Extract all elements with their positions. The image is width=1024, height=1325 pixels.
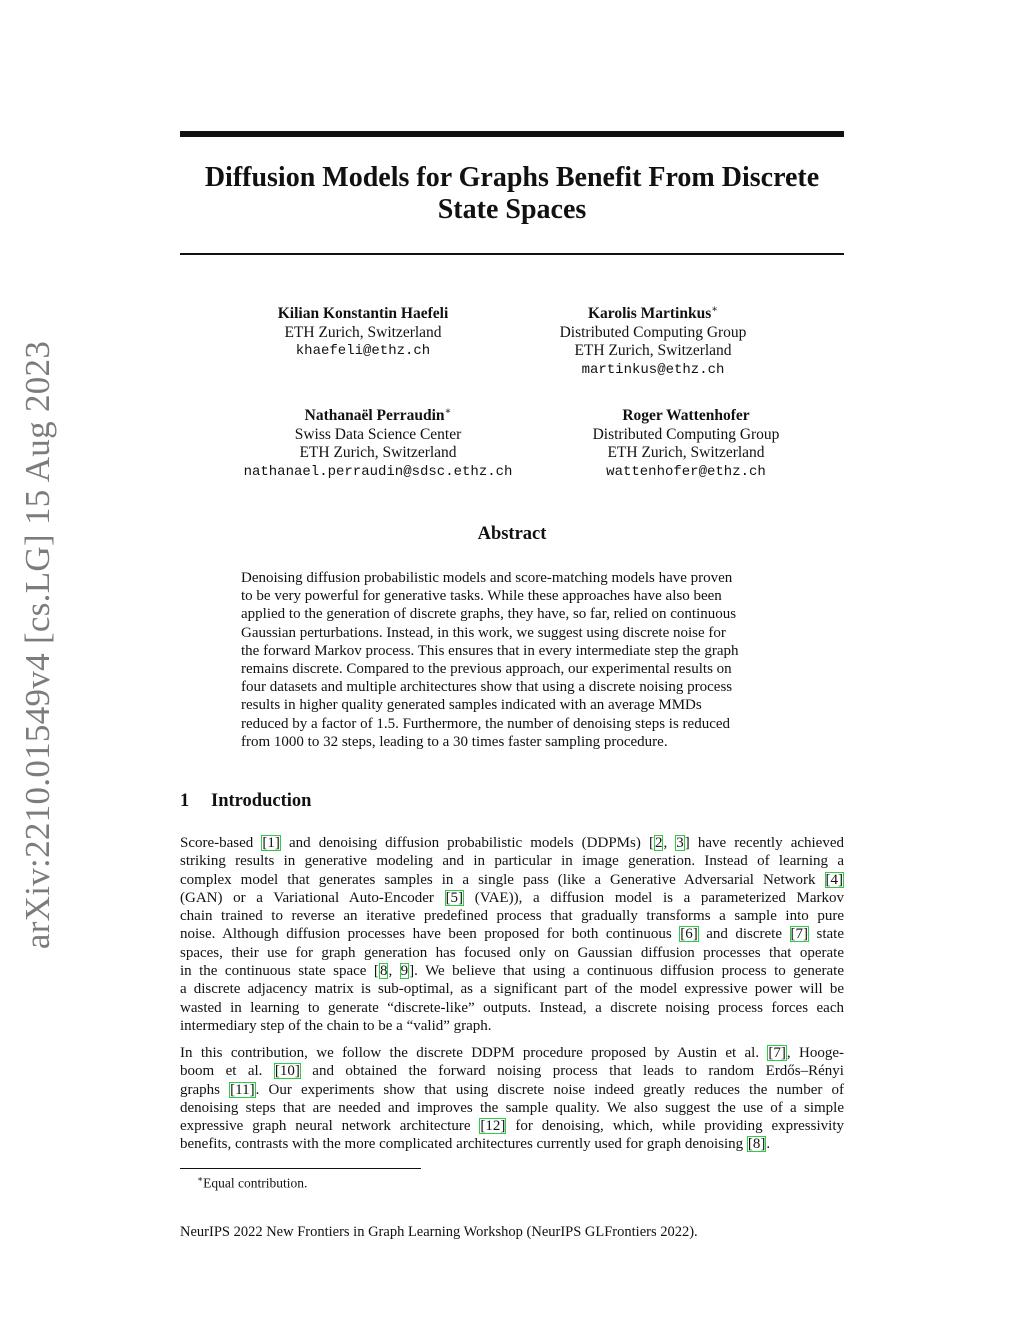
citation-link[interactable]: [7] <box>790 926 808 943</box>
author-name: Kilian Konstantin Haefeli <box>277 305 449 323</box>
paragraph-line: a discrete adjacency matrix is sub-optimal, as a significant part of the model expressive power will be <box>180 981 844 998</box>
author-affiliation: Distributed Computing Group <box>559 323 747 341</box>
author-affiliation: ETH Zurich, Switzerland <box>574 342 732 360</box>
author-affiliation: ETH Zurich, Switzerland <box>607 444 765 462</box>
paragraph-line: denoising steps that are needed and improves the sample quality. We also suggest the use of a simple <box>180 1099 844 1116</box>
citation-link[interactable]: 9 <box>400 963 409 980</box>
paragraph-line: spaces, their use for graph generation has focused only on Gaussian diffusion processes that operate <box>180 944 844 961</box>
abstract-heading: Abstract <box>477 524 547 544</box>
paragraph-line: expressive graph neural network architecture [12] for denoising, which, while providing expressivity <box>180 1118 844 1135</box>
author-affiliation: ETH Zurich, Switzerland <box>284 323 442 341</box>
paragraph-line: noise. Although diffusion processes have been proposed for both continuous [6] and discrete [7] state <box>180 926 844 943</box>
citation-link[interactable]: [7] <box>768 1045 786 1061</box>
author-email[interactable]: nathanael.perraudin@sdsc.ethz.ch <box>243 463 513 480</box>
citation-link[interactable]: [10] <box>274 1063 300 1080</box>
abstract-line: Gaussian perturbations. Instead, in this work, we suggest using discrete noise for <box>241 624 726 641</box>
abstract-line: remains discrete. Compared to the previous approach, our experimental results on <box>241 661 732 678</box>
arxiv-identifier: arXiv:2210.01549v4 [cs.LG] 15 Aug 2023 <box>18 340 57 950</box>
citation-link[interactable]: [12] <box>480 1118 506 1135</box>
citation-link[interactable]: [4] <box>825 871 843 888</box>
abstract-line: from 1000 to 32 steps, leading to a 30 times faster sampling procedure. <box>241 733 668 750</box>
author-block-haefeli <box>248 301 478 361</box>
author-affiliation: Distributed Computing Group <box>592 425 780 443</box>
paragraph-line: In this contribution, we follow the discrete DDPM procedure proposed by Austin et al. [7], Hooge- <box>180 1045 844 1061</box>
citation-link[interactable]: 8 <box>379 963 388 980</box>
citation-link[interactable]: 2 <box>654 835 663 851</box>
author-email[interactable]: khaefeli@ethz.ch <box>295 343 431 360</box>
author-block-perraudin <box>228 403 528 481</box>
citation-link[interactable]: [8] <box>747 1136 766 1153</box>
section-title: Introduction <box>211 791 312 811</box>
author-email[interactable]: wattenhofer@ethz.ch <box>606 463 766 480</box>
intro-paragraph-2 <box>180 1044 844 1154</box>
citation-link[interactable]: [11] <box>230 1081 255 1098</box>
abstract-line: Denoising diffusion probabilistic models and score-matching models have proven <box>241 570 733 586</box>
paragraph-line: graphs [11]. Our experiments show that using discrete noise indeed greatly reduces the number of <box>180 1081 844 1098</box>
footnote <box>197 1174 307 1192</box>
section-number: 1 <box>180 791 190 811</box>
title-top-rule <box>180 131 844 137</box>
abstract-line: reduced by a factor of 1.5. Furthermore, the number of denoising steps is reduced <box>241 715 731 732</box>
paragraph-line: boom et al. [10] and obtained the forward noising process that leads to random Erdős–Rényi <box>180 1063 844 1080</box>
author-name: Nathanaël Perraudin∗ <box>304 406 452 425</box>
abstract-line: applied to the generation of discrete graphs, they have, so far, relied on continuous <box>241 606 737 623</box>
citation-link[interactable]: 3 <box>676 835 684 851</box>
footnote-text: Equal contribution. <box>203 1175 308 1191</box>
abstract-text <box>241 569 784 751</box>
paragraph-line: (GAN) or a Variational Auto-Encoder [5] (VAE)), a diffusion model is a parameterized Markov <box>180 889 844 906</box>
paragraph-line: in the continuous state space [8, 9]. We believe that using a continuous diffusion process to generate <box>180 963 844 980</box>
footnote-mark: ∗ <box>197 1174 204 1184</box>
paper-title <box>180 162 844 226</box>
paragraph-line: Score-based [1] and denoising diffusion probabilistic models (DDPMs) [2, 3] have recently achieved <box>180 835 844 851</box>
citation-link[interactable]: [5] <box>445 889 464 906</box>
author-name: Karolis Martinkus∗ <box>587 304 719 323</box>
section-heading <box>180 791 311 812</box>
paragraph-line: wasted in learning to generate “discrete-like” outputs. Instead, a discrete noising process forces each <box>180 999 844 1016</box>
paragraph-line: benefits, contrasts with the more complicated architectures currently used for graph denoising [8]. <box>180 1136 771 1153</box>
paragraph-line: chain trained to reverse an iterative predefined process that gradually transforms a sample into pure <box>180 908 844 925</box>
venue-note: NeurIPS 2022 New Frontiers in Graph Learning Workshop (NeurIPS GLFrontiers 2022). <box>180 1224 698 1240</box>
author-affiliation: ETH Zurich, Switzerland <box>299 444 457 462</box>
author-email[interactable]: martinkus@ethz.ch <box>581 361 725 378</box>
author-block-martinkus <box>533 301 773 379</box>
footnote-rule <box>180 1168 421 1169</box>
title-line: State Spaces <box>437 194 587 225</box>
title-line: Diffusion Models for Graphs Benefit From Discrete <box>204 162 820 193</box>
abstract-line: the forward Markov process. This ensures that in every intermediate step the graph <box>241 642 739 659</box>
author-name: Roger Wattenhofer <box>622 407 750 425</box>
citation-link[interactable]: [1] <box>262 835 280 851</box>
author-block-wattenhofer <box>566 403 806 481</box>
paragraph-line: striking results in generative modeling and in particular in image generation. Instead of learning a <box>180 853 844 870</box>
title-bottom-rule <box>180 253 844 255</box>
abstract-line: to be very powerful for generative tasks. While these approaches have also been <box>241 588 722 605</box>
paragraph-line: complex model that generates samples in a single pass (like a Generative Adversarial Network [4] <box>180 871 843 888</box>
citation-link[interactable]: [6] <box>680 926 698 943</box>
abstract-line: results in higher quality generated samples indicated with an average MMDs <box>241 697 702 714</box>
paragraph-line: intermediary step of the chain to be a “valid” graph. <box>180 1017 492 1034</box>
intro-paragraph-1 <box>180 834 844 1035</box>
abstract-line: four datasets and multiple architectures show that using a discrete noising process <box>241 679 733 696</box>
author-affiliation: Swiss Data Science Center <box>294 425 462 443</box>
